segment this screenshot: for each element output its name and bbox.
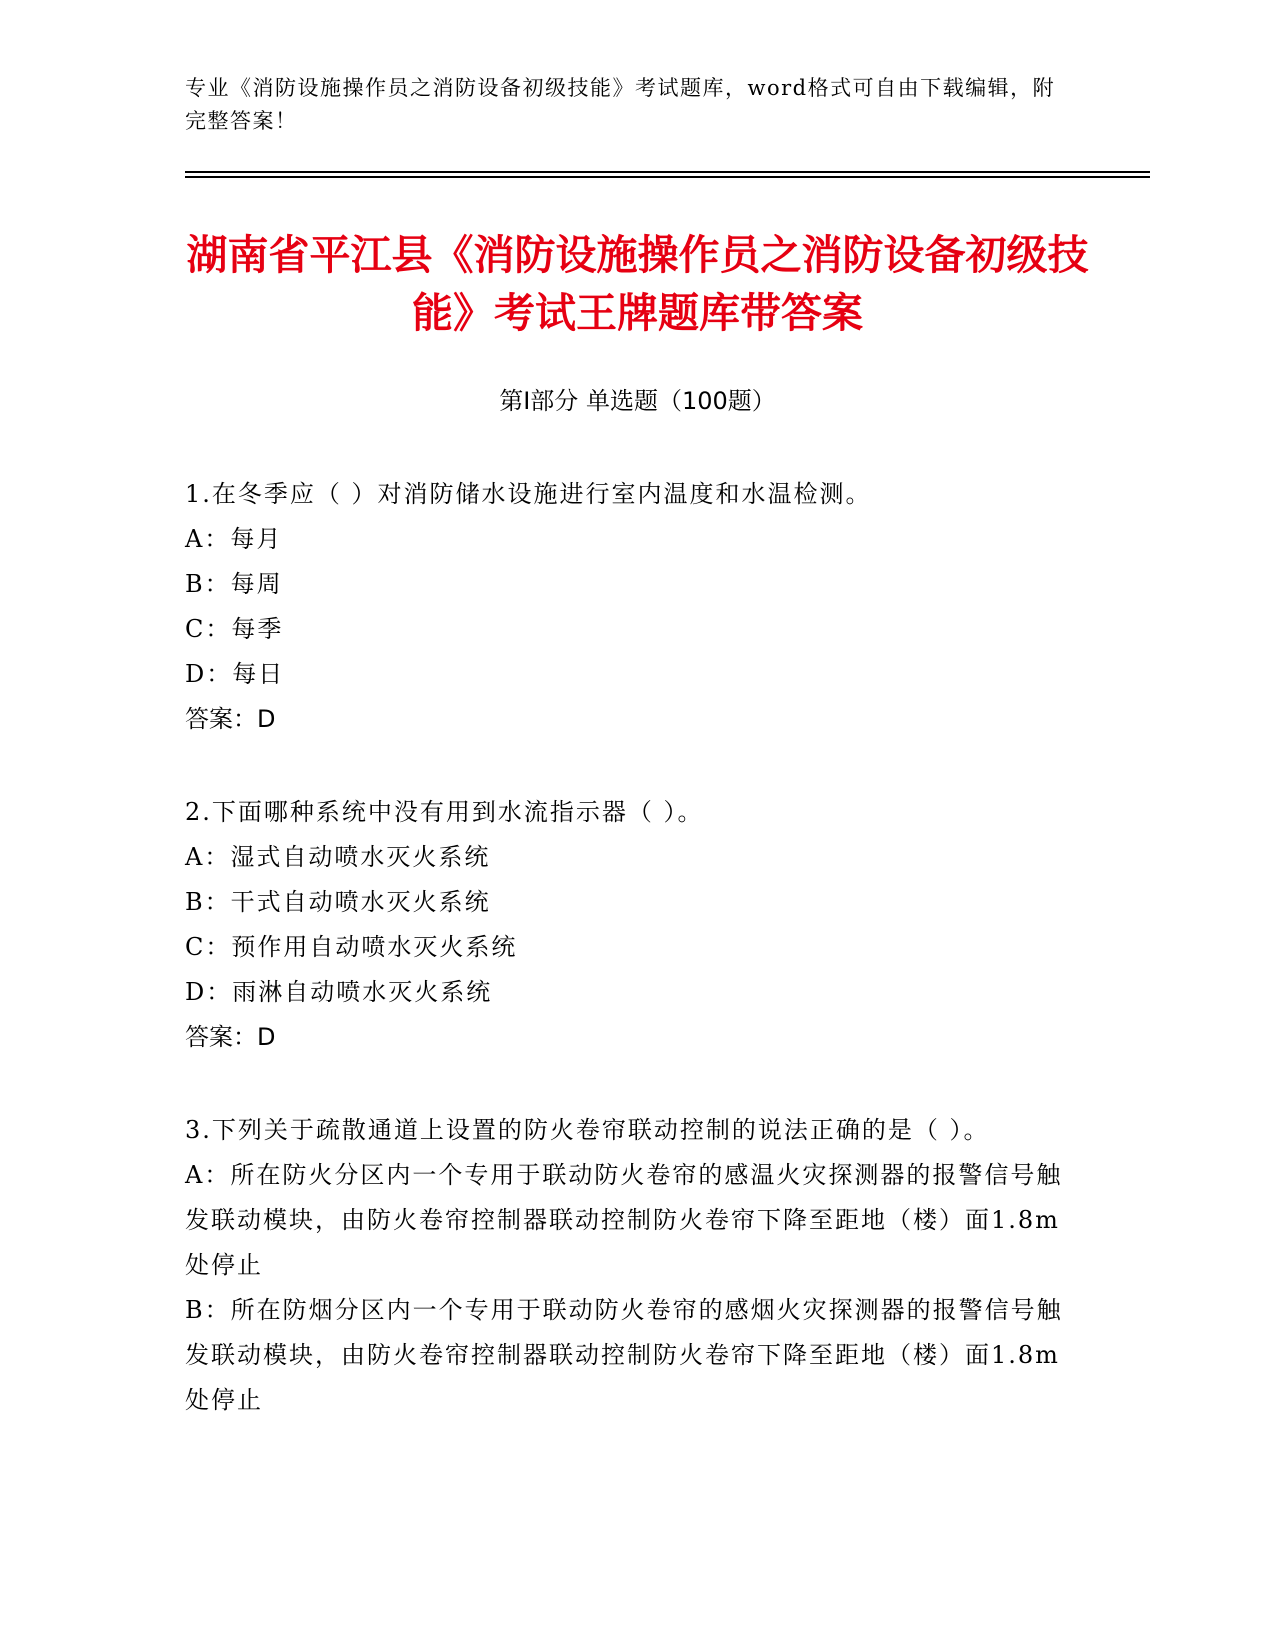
document-title: 湖南省平江县《消防设施操作员之消防设备初级技能》考试王牌题库带答案: [186, 231, 1089, 337]
question-3: [185, 1108, 1065, 1423]
question-2: [185, 790, 1065, 1060]
option-b: B：所在防烟分区内一个专用于联动防火卷帘的感烟火灾探测器的报警信号触发联动模块，由防火卷帘控制器联动控制防火卷帘下降至距地（楼）面1.8m处停止: [185, 1296, 1063, 1414]
option-a: A：每月: [185, 525, 283, 553]
header-divider-bottom: [185, 176, 1150, 178]
option-c: C：每季: [185, 615, 284, 643]
option-d: D：雨淋自动喷水灭火系统: [185, 978, 493, 1006]
option-c: C：预作用自动喷水灭火系统: [185, 933, 518, 961]
option-a: A：湿式自动喷水灭火系统: [185, 843, 491, 871]
header-note: 专业《消防设施操作员之消防设备初级技能》考试题库，word格式可自由下载编辑，附完整答案！: [185, 76, 1056, 133]
option-b: B：干式自动喷水灭火系统: [185, 888, 491, 916]
question-list: [185, 472, 1065, 1471]
section-title: 第Ⅰ部分 单选题（100题）: [499, 387, 776, 415]
header-divider-top: [185, 171, 1150, 173]
option-b: B：每周: [185, 570, 283, 598]
question-stem: 1.在冬季应（ ）对消防储水设施进行室内温度和水温检测。: [185, 480, 872, 508]
option-d: D：每日: [185, 660, 285, 688]
question-1: [185, 472, 1065, 742]
option-a: A：所在防火分区内一个专用于联动防火卷帘的感温火灾探测器的报警信号触发联动模块，由防火卷帘控制器联动控制防火卷帘下降至距地（楼）面1.8m处停止: [185, 1161, 1063, 1279]
question-stem: 2.下面哪种系统中没有用到水流指示器（ ）。: [185, 798, 704, 826]
answer-label: 答案：D: [185, 1023, 276, 1051]
answer-label: 答案：D: [185, 705, 276, 733]
question-stem: 3.下列关于疏散通道上设置的防火卷帘联动控制的说法正确的是（ ）。: [185, 1116, 990, 1144]
